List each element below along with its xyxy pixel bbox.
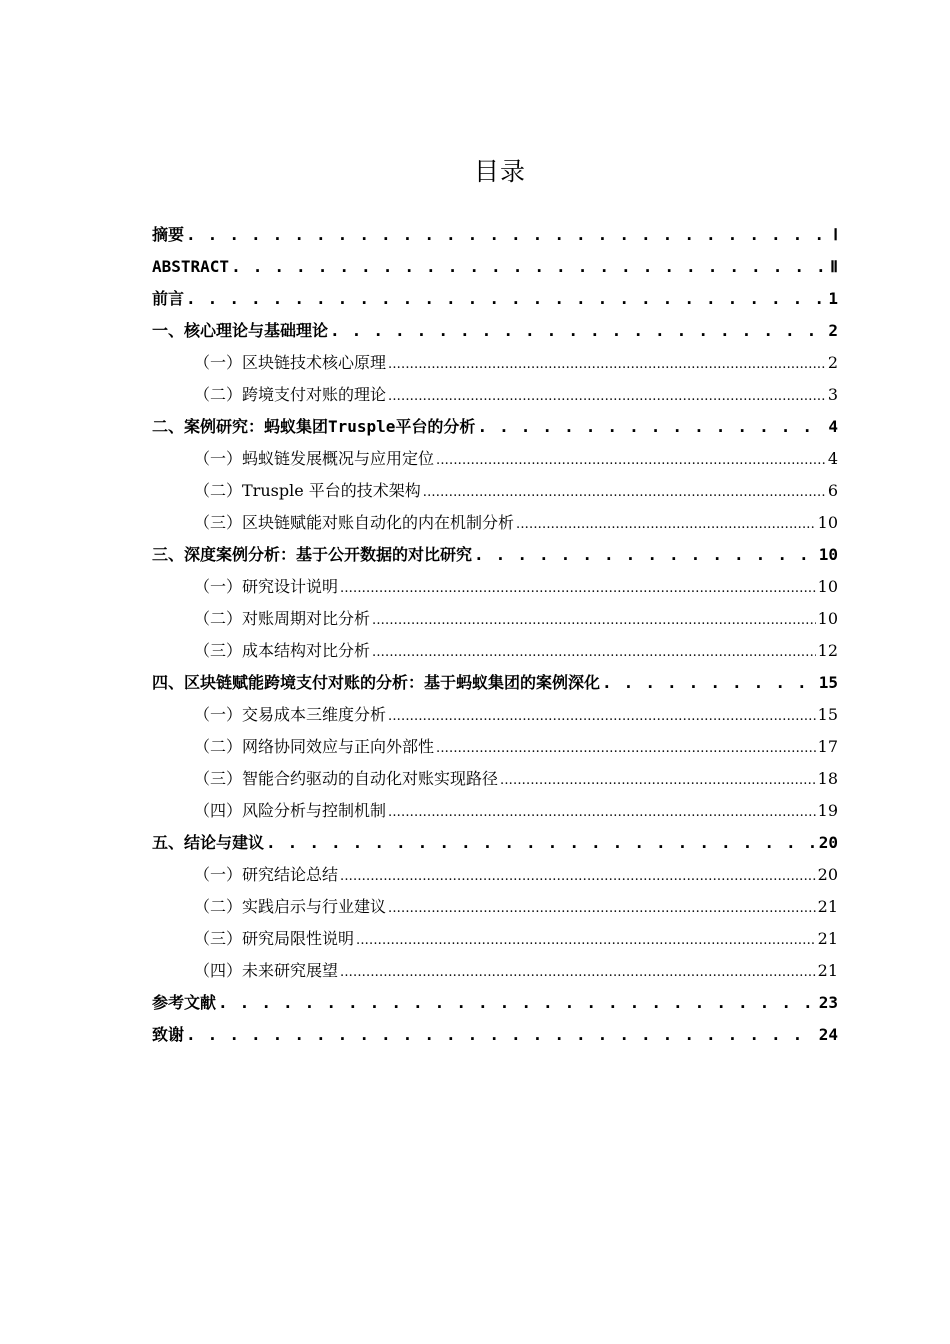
toc-dot-leader bbox=[477, 411, 826, 443]
toc-entry-section[interactable] bbox=[152, 347, 838, 379]
toc-entry-title: （三）成本结构对比分析 bbox=[194, 641, 371, 660]
toc-page-number: 15 bbox=[818, 673, 838, 692]
toc-entry-title: 前言 bbox=[152, 289, 185, 308]
toc-entry-chapter[interactable] bbox=[152, 539, 838, 571]
toc-entry-section[interactable] bbox=[152, 763, 838, 795]
toc-entry-section[interactable] bbox=[152, 891, 838, 923]
toc-dot-leader bbox=[474, 539, 817, 571]
toc-dot-leader bbox=[436, 443, 826, 475]
toc-entry-chapter[interactable] bbox=[152, 667, 838, 699]
toc-entry-title: （二）Trusple 平台的技术架构 bbox=[194, 481, 421, 500]
toc-entry-section[interactable] bbox=[152, 571, 838, 603]
toc-entry-title: 四、区块链赋能跨境支付对账的分析：基于蚂蚁集团的案例深化 bbox=[152, 673, 601, 692]
toc-entry-chapter[interactable] bbox=[152, 411, 838, 443]
toc-page-number: 20 bbox=[817, 865, 838, 884]
toc-dot-leader bbox=[266, 827, 817, 859]
toc-entry-section[interactable] bbox=[152, 923, 838, 955]
toc-dot-leader bbox=[436, 731, 816, 763]
toc-page-number: 24 bbox=[818, 1025, 838, 1044]
toc-entry-title: 致谢 bbox=[152, 1025, 185, 1044]
toc-entry-chapter[interactable] bbox=[152, 219, 838, 251]
toc-page-number: 2 bbox=[827, 353, 838, 372]
toc-entry-title: 五、结论与建议 bbox=[152, 833, 265, 852]
toc-page-number: 4 bbox=[827, 449, 838, 468]
toc-entry-section[interactable] bbox=[152, 603, 838, 635]
toc-dot-leader bbox=[388, 379, 826, 411]
toc-entry-title: 参考文献 bbox=[152, 993, 217, 1012]
toc-entry-chapter[interactable] bbox=[152, 283, 838, 315]
toc-dot-leader bbox=[218, 987, 817, 1019]
toc-page-number: 3 bbox=[827, 385, 838, 404]
toc-page-number: 4 bbox=[828, 417, 838, 436]
toc-entry-section[interactable] bbox=[152, 475, 838, 507]
toc-entry-title: （一）区块链技术核心原理 bbox=[194, 353, 387, 372]
toc-page-number: 2 bbox=[828, 321, 838, 340]
toc-entry-title: （二）网络协同效应与正向外部性 bbox=[194, 737, 435, 756]
toc-page-number: 10 bbox=[817, 577, 838, 596]
toc-entry-title: （四）未来研究展望 bbox=[194, 961, 339, 980]
toc-entry-section[interactable] bbox=[152, 795, 838, 827]
toc-entry-chapter[interactable] bbox=[152, 315, 838, 347]
toc-page-number: 20 bbox=[818, 833, 838, 852]
toc-page-number: 12 bbox=[817, 641, 838, 660]
toc-dot-leader bbox=[186, 283, 826, 315]
toc-page-number: 1 bbox=[828, 289, 838, 308]
toc-dot-leader bbox=[340, 955, 816, 987]
toc-dot-leader bbox=[340, 859, 816, 891]
toc-dot-leader bbox=[423, 475, 826, 507]
toc-entry-title: （二）跨境支付对账的理论 bbox=[194, 385, 387, 404]
toc-entry-title: （二）实践启示与行业建议 bbox=[194, 897, 387, 916]
toc-page-number: 10 bbox=[818, 545, 838, 564]
toc-entry-title: 摘要 bbox=[152, 225, 185, 244]
toc-page-number: Ⅰ bbox=[833, 225, 838, 244]
table-of-contents bbox=[152, 219, 838, 1051]
toc-entry-title: 三、深度案例分析：基于公开数据的对比研究 bbox=[152, 545, 473, 564]
toc-dot-leader bbox=[388, 347, 826, 379]
toc-dot-leader bbox=[231, 251, 828, 283]
toc-page-number: 17 bbox=[817, 737, 838, 756]
toc-entry-title: ABSTRACT bbox=[152, 257, 230, 276]
toc-dot-leader bbox=[186, 1019, 817, 1051]
toc-entry-section[interactable] bbox=[152, 443, 838, 475]
toc-entry-chapter[interactable] bbox=[152, 827, 838, 859]
toc-entry-title: （三）智能合约驱动的自动化对账实现路径 bbox=[194, 769, 499, 788]
toc-dot-leader bbox=[516, 507, 816, 539]
toc-entry-title: 一、核心理论与基础理论 bbox=[152, 321, 329, 340]
toc-dot-leader bbox=[602, 667, 817, 699]
toc-entry-section[interactable] bbox=[152, 379, 838, 411]
toc-entry-section[interactable] bbox=[152, 859, 838, 891]
toc-page-number: 10 bbox=[817, 513, 838, 532]
toc-dot-leader bbox=[372, 635, 816, 667]
toc-entry-chapter[interactable] bbox=[152, 251, 838, 283]
toc-page-number: 19 bbox=[817, 801, 838, 820]
toc-page-number: 23 bbox=[818, 993, 838, 1012]
toc-entry-chapter[interactable] bbox=[152, 1019, 838, 1051]
toc-dot-leader bbox=[500, 763, 816, 795]
page-title: 目录 bbox=[473, 157, 526, 186]
toc-dot-leader bbox=[388, 699, 816, 731]
toc-page-number: 21 bbox=[817, 897, 838, 916]
toc-entry-title: 二、案例研究：蚂蚁集团Trusple平台的分析 bbox=[152, 417, 476, 436]
toc-entry-title: （一）研究结论总结 bbox=[194, 865, 339, 884]
toc-page-number: 21 bbox=[817, 961, 838, 980]
toc-dot-leader bbox=[372, 603, 816, 635]
toc-page-number: 15 bbox=[817, 705, 838, 724]
toc-dot-leader bbox=[330, 315, 826, 347]
toc-dot-leader bbox=[388, 891, 816, 923]
toc-entry-title: （一）交易成本三维度分析 bbox=[194, 705, 387, 724]
toc-entry-section[interactable] bbox=[152, 699, 838, 731]
toc-page-number: 21 bbox=[817, 929, 838, 948]
toc-page-number: 6 bbox=[827, 481, 838, 500]
toc-entry-section[interactable] bbox=[152, 635, 838, 667]
toc-entry-chapter[interactable] bbox=[152, 987, 838, 1019]
toc-entry-title: （四）风险分析与控制机制 bbox=[194, 801, 387, 820]
toc-dot-leader bbox=[388, 795, 816, 827]
toc-entry-title: （三）研究局限性说明 bbox=[194, 929, 355, 948]
toc-page-number: 18 bbox=[817, 769, 838, 788]
toc-entry-title: （三）区块链赋能对账自动化的内在机制分析 bbox=[194, 513, 515, 532]
toc-entry-section[interactable] bbox=[152, 955, 838, 987]
toc-entry-title: （一）蚂蚁链发展概况与应用定位 bbox=[194, 449, 435, 468]
toc-entry-section[interactable] bbox=[152, 507, 838, 539]
toc-dot-leader bbox=[186, 219, 831, 251]
toc-page-number: Ⅱ bbox=[830, 257, 838, 276]
toc-page-number: 10 bbox=[817, 609, 838, 628]
toc-entry-title: （二）对账周期对比分析 bbox=[194, 609, 371, 628]
toc-entry-title: （一）研究设计说明 bbox=[194, 577, 339, 596]
toc-entry-section[interactable] bbox=[152, 731, 838, 763]
toc-dot-leader bbox=[340, 571, 816, 603]
toc-dot-leader bbox=[356, 923, 816, 955]
